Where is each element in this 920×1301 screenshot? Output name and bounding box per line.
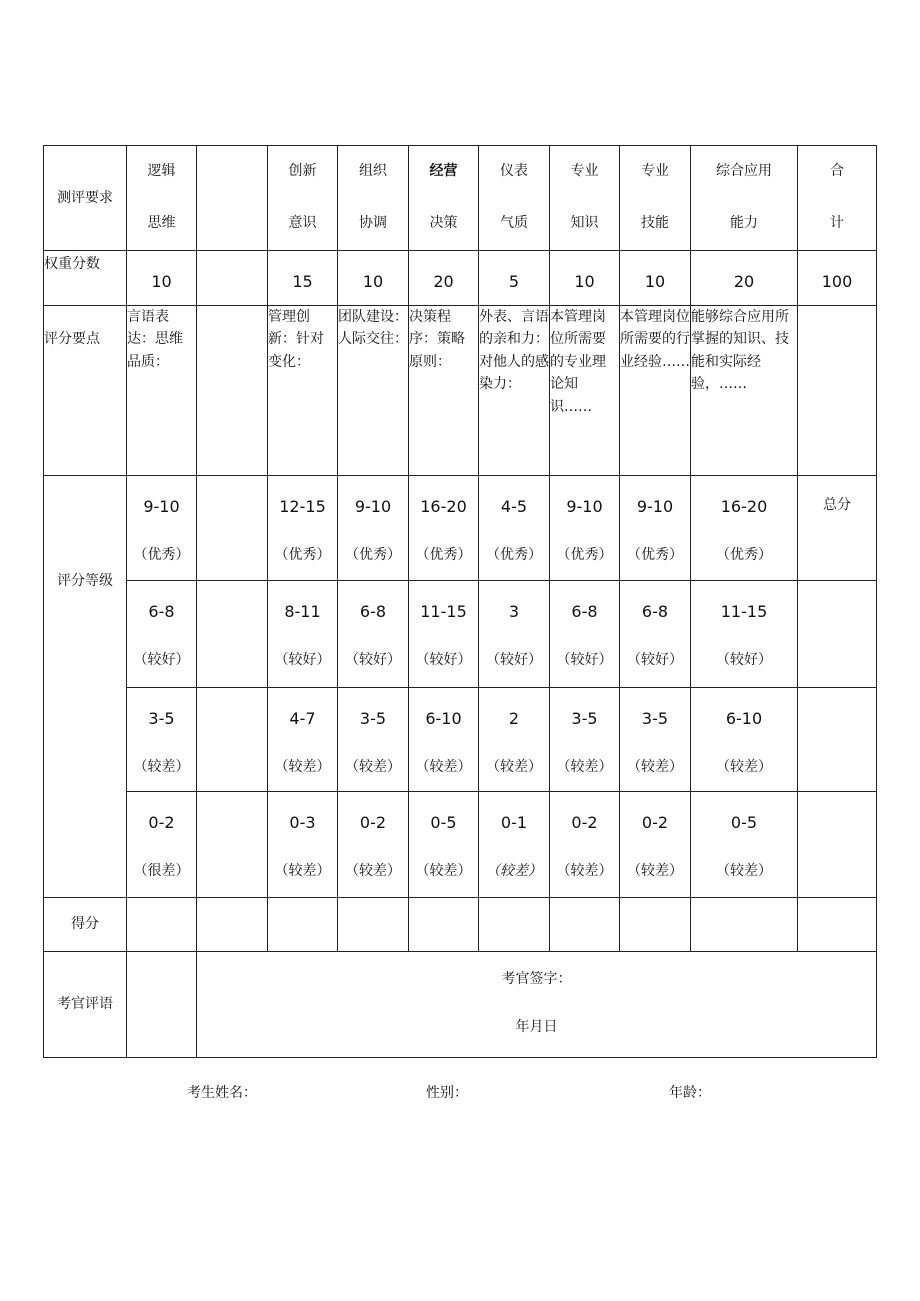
grade-cell: 6-8 （较好） (127, 581, 197, 688)
grade-cell: 0-3 （较差） (268, 792, 338, 898)
score-label: 得分 (44, 898, 127, 952)
points-cell: 外表、言语的亲和力：对他人的感染力： (479, 306, 550, 476)
grade-cell: 0-2 （较差） (338, 792, 409, 898)
points-cell: 能够综合应用所掌握的知识、技能和实际经验，…… (691, 306, 798, 476)
grade-cell (798, 792, 877, 898)
grade-cell (798, 581, 877, 688)
comment-blank-cell[interactable] (127, 952, 197, 1058)
grade-cell: 8-11 （较好） (268, 581, 338, 688)
weight-cell: 10 (338, 251, 409, 306)
criteria-cell: 经营 决策 (409, 146, 479, 251)
candidate-name-label: 考生姓名： (187, 1085, 257, 1101)
score-cell[interactable] (197, 898, 268, 952)
criteria-cell (197, 146, 268, 251)
points-cell: 本管理岗位所需要的行业经验…… (620, 306, 691, 476)
grade-cell (197, 688, 268, 792)
grade-cell: 3-5 （较差） (338, 688, 409, 792)
grade-cell: 3-5 （较差） (127, 688, 197, 792)
grade-cell: 11-15 （较好） (409, 581, 479, 688)
criteria-label: 测评要求 (44, 146, 127, 251)
gender-label: 性别： (426, 1085, 468, 1101)
grade-cell: 0-2 （较差） (620, 792, 691, 898)
score-cell[interactable] (550, 898, 620, 952)
score-cell[interactable] (479, 898, 550, 952)
signature-label: 考官签字： (501, 971, 572, 987)
weight-cell: 15 (268, 251, 338, 306)
points-cell: 言语表达：思维品质： (127, 306, 197, 476)
weight-cell: 100 (798, 251, 877, 306)
grade-cell (798, 688, 877, 792)
points-cell (798, 306, 877, 476)
grade-cell: 2 （较差） (479, 688, 550, 792)
criteria-cell: 组织 协调 (338, 146, 409, 251)
criteria-cell: 逻辑 思维 (127, 146, 197, 251)
comment-area[interactable] (197, 952, 877, 1058)
score-cell[interactable] (268, 898, 338, 952)
criteria-cell: 创新 意识 (268, 146, 338, 251)
score-cell[interactable] (798, 898, 877, 952)
grade-cell (197, 792, 268, 898)
points-cell (197, 306, 268, 476)
grade-cell: 6-8 （较好） (620, 581, 691, 688)
weight-cell (197, 251, 268, 306)
weight-cell: 10 (550, 251, 620, 306)
score-cell[interactable] (409, 898, 479, 952)
criteria-cell: 专业 知识 (550, 146, 620, 251)
grade-cell: 6-10 （较差） (409, 688, 479, 792)
score-cell[interactable] (338, 898, 409, 952)
grade-row (44, 688, 877, 792)
grade-cell: 0-1 （较差） (479, 792, 550, 898)
grade-cell: 0-2 （较差） (550, 792, 620, 898)
points-cell: 团队建设：人际交往： (338, 306, 409, 476)
grade-cell: 9-10 （优秀） (620, 476, 691, 581)
grade-cell: 6-10 （较差） (691, 688, 798, 792)
scoring-table (43, 145, 877, 1058)
criteria-cell: 专业 技能 (620, 146, 691, 251)
grade-cell: 9-10 （优秀） (338, 476, 409, 581)
date-label: 年月日 (515, 1019, 558, 1036)
criteria-row (44, 146, 877, 251)
grade-cell: 6-8 （较好） (550, 581, 620, 688)
grade-row (44, 792, 877, 898)
age-label: 年龄： (669, 1085, 711, 1101)
weight-cell: 10 (127, 251, 197, 306)
grade-cell: 12-15 （优秀） (268, 476, 338, 581)
grade-cell: 0-5 （较差） (409, 792, 479, 898)
weight-cell: 20 (691, 251, 798, 306)
points-row (44, 306, 877, 476)
points-cell: 决策程序：策略原则： (409, 306, 479, 476)
grade-cell: 0-5 （较差） (691, 792, 798, 898)
grade-label: 评分等级 (44, 476, 127, 898)
grade-cell: 9-10 （优秀） (550, 476, 620, 581)
grade-cell: 9-10 （优秀） (127, 476, 197, 581)
points-cell: 本管理岗位所需要的专业理论知识…… (550, 306, 620, 476)
grade-cell (197, 476, 268, 581)
grade-cell: 16-20 （优秀） (691, 476, 798, 581)
score-cell[interactable] (691, 898, 798, 952)
grade-row (44, 476, 877, 581)
grade-cell: 4-7 （较差） (268, 688, 338, 792)
grade-cell: 16-20 （优秀） (409, 476, 479, 581)
grade-cell: 4-5 （优秀） (479, 476, 550, 581)
criteria-cell: 综合应用 能力 (691, 146, 798, 251)
grade-row (44, 581, 877, 688)
grade-cell: 3 （较好） (479, 581, 550, 688)
criteria-cell: 仪表 气质 (479, 146, 550, 251)
comment-label: 考官评语 (44, 952, 127, 1058)
points-label: 评分要点 (44, 306, 127, 476)
grade-cell: 0-2 （很差） (127, 792, 197, 898)
comment-row (44, 952, 877, 1058)
grade-cell: 11-15 （较好） (691, 581, 798, 688)
total-score-cell: 总分 (798, 476, 877, 581)
score-cell[interactable] (127, 898, 197, 952)
weight-cell: 10 (620, 251, 691, 306)
score-cell[interactable] (620, 898, 691, 952)
weight-cell: 20 (409, 251, 479, 306)
weight-row (44, 251, 877, 306)
grade-cell: 3-5 （较差） (550, 688, 620, 792)
weight-label: 权重分数 (44, 251, 127, 306)
points-cell: 管理创新：针对变化： (268, 306, 338, 476)
weight-cell: 5 (479, 251, 550, 306)
grade-cell: 6-8 （较好） (338, 581, 409, 688)
criteria-cell: 合 计 (798, 146, 877, 251)
score-row (44, 898, 877, 952)
grade-cell: 3-5 （较差） (620, 688, 691, 792)
grade-cell (197, 581, 268, 688)
